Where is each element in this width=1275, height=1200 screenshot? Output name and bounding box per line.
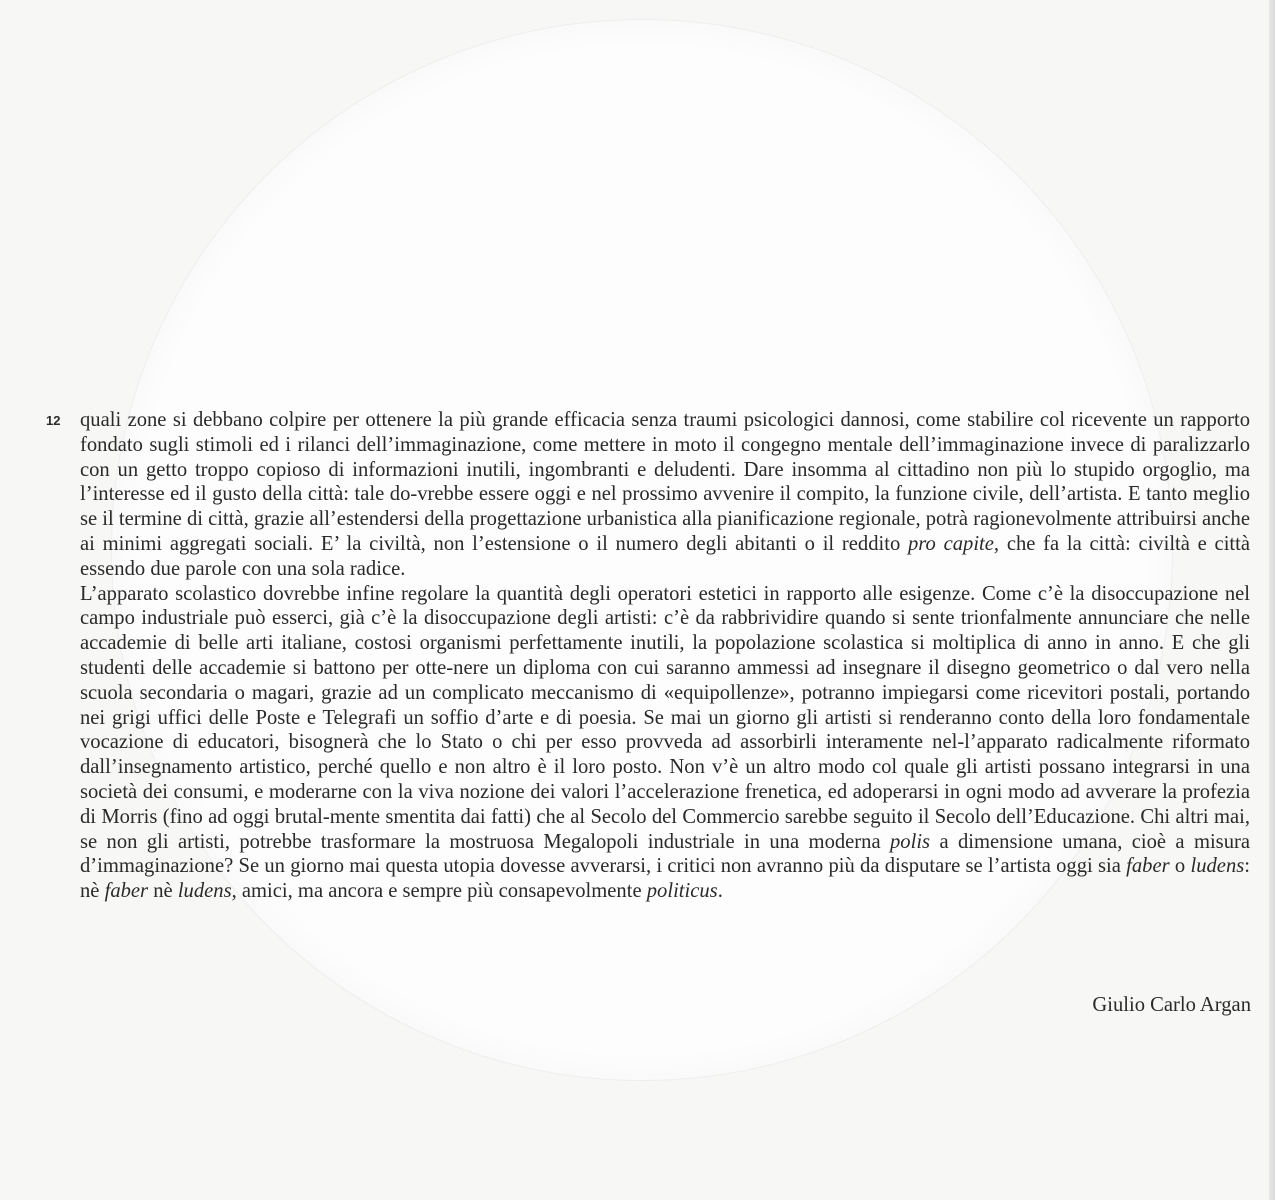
author-signature: Giulio Carlo Argan xyxy=(1092,994,1251,1016)
paragraph xyxy=(80,582,1250,904)
italic-text-run: ludens xyxy=(1190,855,1245,878)
italic-text-run: polis xyxy=(890,830,931,853)
page-number: 12 xyxy=(46,413,61,428)
essay-text-block xyxy=(80,408,1250,904)
text-run: L’apparato scolastico dovrebbe infine regolare la quantità degli operatori estetici in rapporto alle esigenze. Come c’è la disoccupazione nel campo industriale può esserci, già c’è la disoccupazione degli artisti: c’è da rabbrividire quando si sente trionfalmente annunciare che nelle accademie di belle arti italiane, costosi organismi perfettamente inutili, la popolazione scolastica si moltiplica di anno in anno. E che gli studenti delle accademie si battono per otte-nere un diploma con cui saranno ammessi ad insegnare il disegno geometrico o dal vero nella scuola secondaria o magari, grazie ad un complicato meccanismo di «equipollenze», potranno impiegarsi come ricevitori postali, portando nei grigi uffici delle Poste e Telegrafi un soffio d’arte e di poesia. Se mai un giorno gli artisti si renderanno conto della loro fondamentale vocazione di educatori, bisognerà che lo Stato o chi per esso provveda ad assorbirli interamente nel-l’apparato radicalmente riformato dall’insegnamento artistico, perché quello e non altro è il loro posto. Non v’è un altro modo col quale gli artisti possano integrarsi in una società dei consumi, e moderarne con la viva nozione dei valori l’accelerazione frenetica, ed adoperarsi in ogni modo ad avverare la profezia di Morris (fino ad oggi brutal-mente smentita dai fatti) che al Secolo del Commercio sarebbe seguito il Secolo dell’Educazione. Chi altri mai, se non gli artisti, potrebbe trasformare la mostruosa Megalopoli industriale in una moderna xyxy=(80,582,1250,853)
italic-text-run: pro capite xyxy=(908,532,994,555)
text-run: , amici, ma ancora e sempre più consapevolmente xyxy=(231,880,647,903)
page-edge xyxy=(1269,0,1275,1200)
italic-text-run: faber xyxy=(1126,855,1170,878)
text-run: , che fa la città: civiltà e città essendo due parole con una sola radice. xyxy=(80,532,1251,580)
italic-text-run: faber xyxy=(104,880,149,903)
text-run: . xyxy=(717,880,723,903)
paragraph xyxy=(80,408,1250,582)
text-run: a dimensione umana, cioè a misura d’immaginazione? Se un giorno mai questa utopia dovesse avverarsi, i critici non avranno più da disputare se l’artista oggi sia xyxy=(80,830,1250,878)
italic-text-run: ludens xyxy=(177,880,232,903)
text-run: : nè xyxy=(80,855,1250,903)
text-run: nè xyxy=(148,880,178,903)
text-run: quali zone si debbano colpire per ottenere la più grande efficacia senza traumi psicologici dannosi, come stabilire col ricevente un rapporto fondato sugli stimoli ed i rilanci dell’immaginazione, come mettere in moto il congegno mentale dell’immaginazione invece di paralizzarlo con un getto troppo copioso di informazioni inutili, ingombranti e deludenti. Dare insomma al cittadino non più lo stupido orgoglio, ma l’interesse ed il gusto della città: tale do-vrebbe essere oggi e nel prossimo avvenire il compito, la funzione civile, dell’artista. E tanto meglio se il termine di città, grazie all’estendersi della progettazione urbanistica alla pianificazione regionale, potrà ragionevolmente attribuirsi anche ai minimi aggregati sociali. E’ la civiltà, non l’estensione o il numero degli abitanti o il reddito xyxy=(80,409,1250,555)
text-run: o xyxy=(1169,855,1191,878)
italic-text-run: politicus xyxy=(646,880,718,903)
